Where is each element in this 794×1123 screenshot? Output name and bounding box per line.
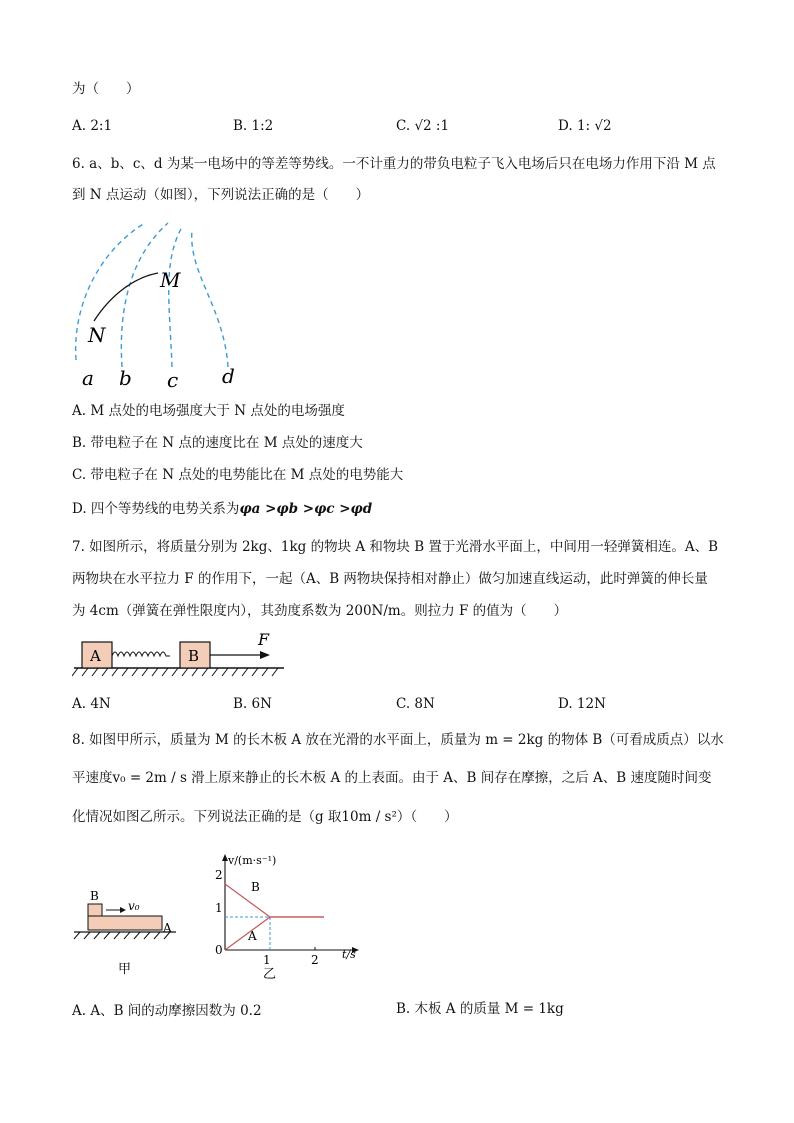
q7-option-a: A. 4N [72,696,111,712]
prev-option-b: B. 1:2 [233,118,274,134]
q6-option-d: D. 四个等势线的电势关系为φa >φb >φc >φd [72,501,373,517]
q6-option-a: A. M 点处的电场强度大于 N 点处的电场强度 [72,403,345,419]
q6-equipotential-figure [60,215,260,395]
q6-stem-line2: 到 N 点运动（如图），下列说法正确的是（ ） [72,187,370,203]
line-d-label: d [222,364,235,388]
point-n-label: N [88,323,106,347]
q7-option-b: B. 6N [233,696,272,712]
q7-stem-line3: 为 4cm（弹簧在弹性限度内），其劲度系数为 200N/m。则拉力 F 的值为（ ） [72,603,568,619]
equipotential-line-a [76,223,145,360]
line-a-label: a [82,366,94,390]
y-axis-label: v/(m·s⁻¹) [228,854,277,867]
force-arrow-head [260,651,270,659]
prev-option-c: C. √2 :1 [396,118,450,134]
x-tick-2: 2 [311,953,319,967]
series-b-line [225,884,324,917]
prev-option-a: A. 2:1 [72,118,113,134]
ground-hatching [72,668,278,676]
q8-stem-line3: 化情况如图乙所示。下列说法正确的是（g 取10m / s²）（ ） [72,809,458,825]
origin-label: 0 [215,943,223,957]
point-m-label: M [160,268,181,292]
series-a-label: A [248,929,257,943]
q8-stem-line1: 8. 如图甲所示，质量为 M 的长木板 A 放在光滑的水平面上，质量为 m = 2kg 的物体 B（可看成质点）以水 [72,732,724,748]
equipotential-line-b [121,223,168,367]
q6-option-b: B. 带电粒子在 N 点的速度比在 M 点处的速度大 [72,435,363,451]
y-tick-2: 2 [215,868,223,882]
yi-caption: 乙 [263,967,277,982]
block-b-small [88,904,102,916]
q7-option-d: D. 12N [558,696,606,712]
jia-ground-hatching [74,932,170,939]
x-tick-1: 1 [263,953,271,967]
q8-option-a: A. A、B 间的动摩擦因数为 0.2 [72,1003,262,1019]
x-axis-label: t/s [342,948,356,961]
jia-a-label: A [163,921,172,935]
q8-stem-line2: 平速度v₀ = 2m / s 滑上原来静止的长木板 A 的上表面。由于 A、B 间存在摩擦，之后 A、B 速度随时间变 [72,770,712,786]
jia-v0-label: v₀ [128,899,140,913]
q7-spring-figure [72,630,292,680]
block-a-label: A [90,647,101,665]
block-b-label: B [188,647,200,665]
q7-stem-line1: 7. 如图所示，将质量分别为 2kg、1kg 的物块 A 和物块 B 置于光滑水平面上，中间用一轻弹簧相连。A、B [72,539,719,555]
y-tick-1: 1 [215,901,223,915]
prev-question-tail: 为（ ） [72,81,140,97]
q8-option-b: B. 木板 A 的质量 M = 1kg [396,1001,564,1017]
equipotential-line-c [169,227,182,367]
jia-b-label: B [90,889,99,903]
prev-option-d: D. 1: √2 [558,118,612,134]
spring [112,652,170,656]
q7-option-c: C. 8N [396,696,435,712]
q6-potential-formula: φa >φb >φc >φd [239,501,373,517]
jia-caption: 甲 [118,962,132,977]
line-b-label: b [119,366,132,390]
line-c-label: c [167,368,179,392]
equipotential-line-d [192,230,228,367]
q6-option-c: C. 带电粒子在 N 点处的电势能比在 M 点处的电势能大 [72,467,404,483]
velocity-arrow-head [120,907,126,913]
q8-figure-jia [70,880,190,980]
board-a [88,916,162,930]
q7-stem-line2: 两物块在水平拉力 F 的作用下，一起（A、B 两物块保持相对静止）做匀加速直线运动，此时弹簧的伸长量 [72,571,708,587]
series-a-line [225,917,324,950]
q6-stem-line1: 6. a、b、c、d 为某一电场中的等差等势线。一不计重力的带负电粒子飞入电场后只在电场力作用下沿 M 点 [72,156,716,172]
series-b-label: B [251,880,260,894]
particle-trajectory [94,273,158,321]
force-f-label: F [258,630,270,649]
q8-vt-chart [205,850,365,985]
